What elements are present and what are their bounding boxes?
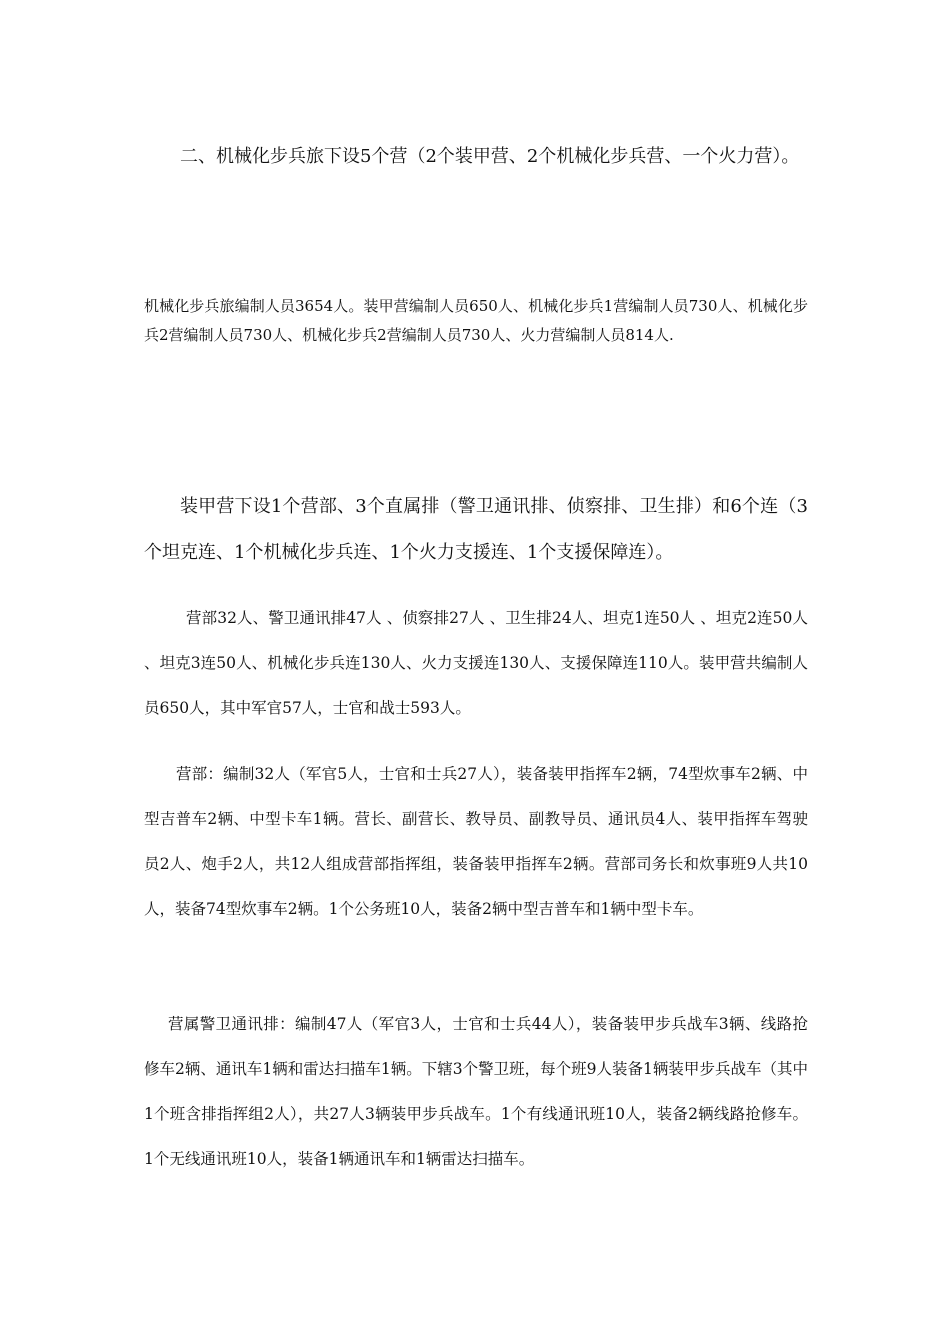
paragraph-armored-battalion-personnel: 营部32人、警卫通讯排47人 、侦察排27人 、卫生排24人、坦克1连50人 、坦克2连50人 、坦克3连50人、机械化步兵连130人、火力支援连130人、支援保障连110人。装甲营共编制人员650人，其中军官57人，士官和战士593人。 bbox=[144, 609, 808, 717]
paragraph-battalion-hq: 营部：编制32人（军官5人，士官和士兵27人），装备装甲指挥车2辆，74型炊事车2辆、中型吉普车2辆、中型卡车1辆。营长、副营长、教导员、副教导员、通讯员4人、装甲指挥车驾驶员2人、炮手2人，共12人组成营部指挥组，装备装甲指挥车2辆。营部司务长和炊事班9人共10人，装备74型炊事车2辆。1个公务班10人，装备2辆中型吉普车和1辆中型卡车。 bbox=[144, 765, 808, 918]
paragraph-armored-battalion-structure: 装甲营下设1个营部、3个直属排（警卫通讯排、侦察排、卫生排）和6个连（3个坦克连、1个机械化步兵连、1个火力支援连、1个支援保障连）。 bbox=[144, 496, 808, 563]
paragraph-brigade-structure: 二、机械化步兵旅下设5个营（2个装甲营、2个机械化步兵营、一个火力营）。 bbox=[180, 146, 800, 167]
paragraph-brigade-personnel: 机械化步兵旅编制人员3654人。装甲营编制人员650人、机械化步兵1营编制人员730人、机械化步兵2营编制人员730人、机械化步兵2营编制人员730人、火力营编制人员814人. bbox=[144, 297, 808, 344]
paragraph-guard-signal-platoon: 营属警卫通讯排：编制47人（军官3人，士官和士兵44人），装备装甲步兵战车3辆、线路抢修车2辆、通讯车1辆和雷达扫描车1辆。下辖3个警卫班，每个班9人装备1辆装甲步兵战车（其中1个班含排指挥组2人），共27人3辆装甲步兵战车。1个有线通讯班10人，装备2辆线路抢修车。1个无线通讯班10人，装备1辆通讯车和1辆雷达扫描车。 bbox=[144, 1015, 808, 1168]
